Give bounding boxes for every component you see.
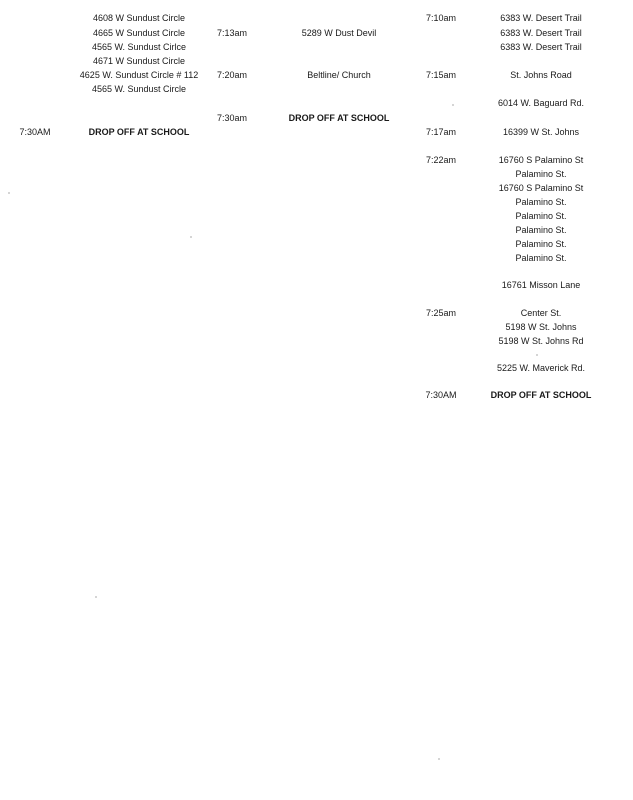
address-cell: 5198 W St. Johns bbox=[505, 322, 577, 332]
scan-speck bbox=[8, 192, 10, 194]
address-cell: Palamino St. bbox=[515, 225, 567, 235]
address-cell: 4625 W. Sundust Circle # 112 bbox=[79, 70, 199, 80]
address-cell: Palamino St. bbox=[515, 197, 567, 207]
location-cell: 5289 W Dust Devil bbox=[301, 28, 377, 38]
time-cell: 7:20am bbox=[216, 70, 248, 80]
time-cell: 7:30AM bbox=[425, 390, 457, 400]
address-cell: 4671 W Sundust Circle bbox=[92, 56, 186, 66]
location-cell: Beltline/ Church bbox=[307, 70, 371, 80]
time-cell: 7:17am bbox=[425, 127, 457, 137]
address-cell: 6383 W. Desert Trail bbox=[500, 13, 582, 23]
scan-speck bbox=[536, 354, 538, 356]
address-cell: St. Johns Road bbox=[510, 70, 572, 80]
address-cell: Palamino St. bbox=[515, 239, 567, 249]
address-cell: 4608 W Sundust Circle bbox=[92, 13, 186, 23]
address-cell: Palamino St. bbox=[515, 253, 567, 263]
address-cell: 16760 S Palamino St bbox=[498, 183, 584, 193]
time-cell: 7:30AM bbox=[19, 127, 51, 137]
address-cell: 16760 S Palamino St bbox=[498, 155, 584, 165]
scan-speck bbox=[190, 236, 192, 238]
scan-speck bbox=[95, 596, 97, 598]
dropoff-label: DROP OFF AT SCHOOL bbox=[88, 127, 190, 137]
address-cell: 16399 W St. Johns bbox=[502, 127, 580, 137]
address-cell: 5225 W. Maverick Rd. bbox=[496, 363, 586, 373]
time-cell: 7:13am bbox=[216, 28, 248, 38]
address-cell: Center St. bbox=[520, 308, 562, 318]
time-cell: 7:25am bbox=[425, 308, 457, 318]
dropoff-label: DROP OFF AT SCHOOL bbox=[288, 113, 390, 123]
address-cell: Palamino St. bbox=[515, 169, 567, 179]
address-cell: 6014 W. Baguard Rd. bbox=[497, 98, 585, 108]
time-cell: 7:22am bbox=[425, 155, 457, 165]
address-cell: 4565 W. Sundust Cirlce bbox=[91, 42, 187, 52]
scan-speck bbox=[452, 104, 454, 106]
address-cell: 6383 W. Desert Trail bbox=[500, 28, 582, 38]
address-cell: 4665 W Sundust Circle bbox=[92, 28, 186, 38]
address-cell: Palamino St. bbox=[515, 211, 567, 221]
address-cell: 6383 W. Desert Trail bbox=[500, 42, 582, 52]
time-cell: 7:30am bbox=[216, 113, 248, 123]
time-cell: 7:10am bbox=[425, 13, 457, 23]
scan-speck bbox=[438, 758, 440, 760]
dropoff-label: DROP OFF AT SCHOOL bbox=[490, 390, 592, 400]
address-cell: 16761 Misson Lane bbox=[501, 280, 581, 290]
address-cell: 5198 W St. Johns Rd bbox=[498, 336, 584, 346]
address-cell: 4565 W. Sundust Circle bbox=[91, 84, 187, 94]
time-cell: 7:15am bbox=[425, 70, 457, 80]
